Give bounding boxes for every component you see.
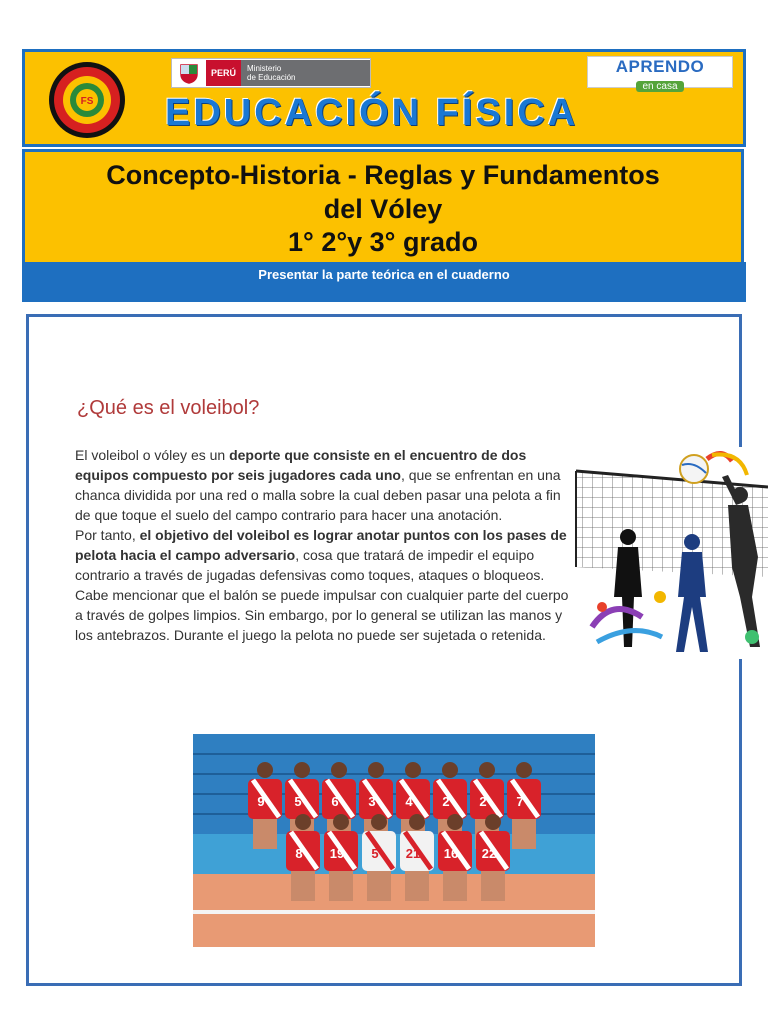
ministry-logo (171, 58, 371, 88)
jersey-number: 2 (479, 794, 487, 809)
jersey-number: 6 (331, 794, 339, 809)
section-question: ¿Qué es el voleibol? (77, 397, 260, 419)
paragraph-1: El voleibol o vóley es un deporte que consiste en el encuentro de dos equipos compuesto por seis jugadores cada uno, que se enfrentan en una chanca dividida por una red o malla sobre la cual deben pasar una pelota a fin de que toque el suelo del campo contrario para hacer una anotación. (75, 447, 561, 523)
jersey-number: 5 (371, 846, 379, 861)
school-seal-icon (39, 60, 135, 140)
gov-ministry-label: Ministerio de Educación (241, 60, 370, 86)
jersey-number: 4 (405, 794, 413, 809)
jersey-number: 2 (442, 794, 450, 809)
paragraph-2: Por tanto, el objetivo del voleibol es lograr anotar puntos con los pases de pelota hacia el campo adversario, cosa que tratará de impedir el equipo contrario a través de jugadas defensivas como toques, ataques o bloqueos. (75, 527, 567, 583)
grade-label: 1° 2°y 3° grado (288, 227, 478, 257)
jersey-number: 16 (443, 846, 459, 861)
jersey-number: 22 (481, 846, 497, 861)
instruction-strip (22, 262, 746, 302)
header-banner (22, 49, 746, 147)
jersey-number: 8 (295, 846, 303, 861)
peru-shield-icon (178, 62, 200, 84)
paragraph-3: Cabe mencionar que el balón se puede impulsar con cualquier parte del cuerpo a través de golpes limpios. Sin embargo, por lo general se utilizan las manos y los antebrazos. Durante el juego la pelota no puede ser sujetada o retenida. (75, 587, 569, 643)
volleyball-net-icon (572, 447, 768, 659)
jersey-number: 7 (516, 794, 524, 809)
body-text (75, 445, 575, 645)
subject-title: EDUCACIÓN FÍSICA (165, 92, 579, 134)
jersey-number: 21 (405, 846, 421, 861)
jersey-number: 9 (257, 794, 265, 809)
lesson-title-line2: del Vóley (323, 194, 443, 224)
volleyball-illustration (572, 447, 768, 659)
jersey-number: 19 (329, 846, 345, 861)
jersey-number: 3 (368, 794, 376, 809)
en-casa-label: en casa (636, 81, 683, 92)
svg-text:FS: FS (80, 96, 94, 107)
aprendo-en-casa-logo (587, 56, 733, 92)
gov-peru-label: PERÚ (206, 60, 241, 86)
jersey-number: 5 (294, 794, 302, 809)
aprendo-label: APRENDO (615, 57, 705, 76)
lesson-title-line1: Concepto-Historia - Reglas y Fundamentos (106, 160, 660, 190)
lesson-title-box (22, 149, 744, 267)
team-photo (193, 734, 595, 947)
instruction-text: Presentar la parte teórica en el cuaderno (258, 267, 510, 282)
